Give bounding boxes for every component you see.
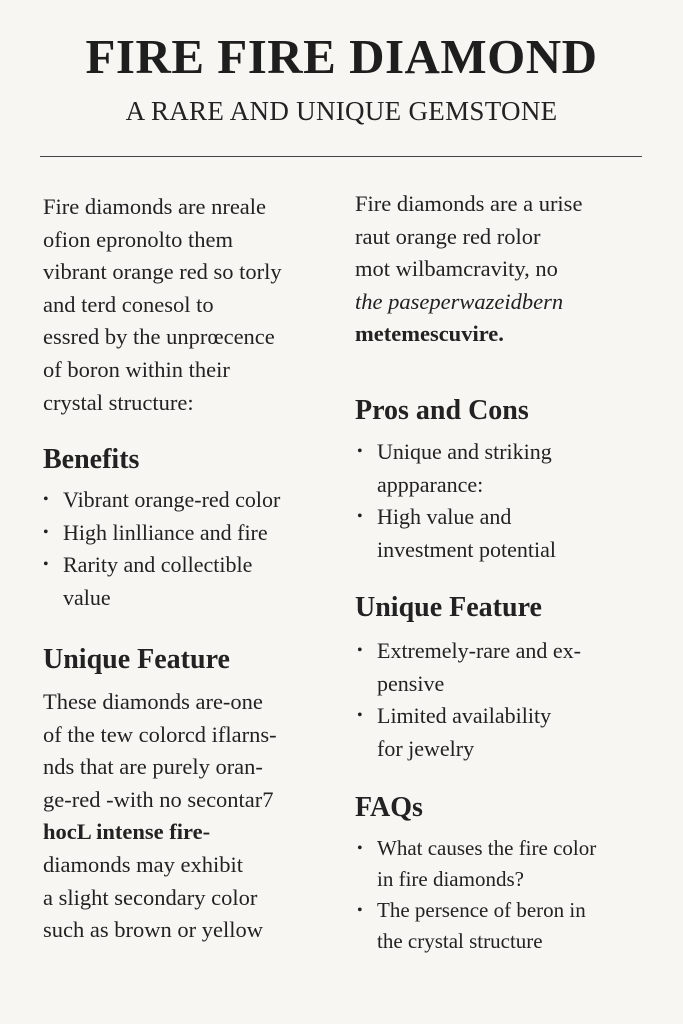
list-item: • What causes the fire color (357, 833, 596, 864)
text-line: vibrant orange red so torly (43, 259, 282, 285)
text-line: essred by the unprœcence (43, 324, 275, 350)
text-line: a slight secondary color (43, 884, 258, 910)
list-item: • Unique and striking (357, 436, 556, 469)
intro-paragraph-right (355, 188, 582, 351)
benefits-list (43, 484, 280, 614)
pros-cons-heading: Pros and Cons (355, 395, 529, 426)
page-title: FIRE FIRE DIAMOND (85, 29, 598, 84)
list-item-continuation: investment potential (377, 536, 557, 562)
list-item: • High linlliance and fire (43, 517, 280, 550)
text-line: ge-red -with no secontar7 (43, 786, 274, 812)
text-line: crystal structure: (43, 389, 194, 415)
list-item-continuation: the crystal structure (377, 929, 543, 953)
divider (40, 156, 642, 157)
unique-feature-paragraph (43, 686, 277, 947)
text-line: hocL intense fire- (43, 819, 211, 845)
pros-cons-list (357, 436, 556, 566)
text-line: ofion epronolto them (43, 226, 233, 252)
text-line: metemescuvire. (355, 321, 504, 347)
text-line: of the tew colorcd iflarns- (43, 721, 277, 747)
list-item-continuation: for jewelry (377, 735, 475, 761)
text-line: mot wilbamcravity, no (355, 256, 558, 282)
text-line: Fire diamonds are nreale (43, 194, 267, 219)
list-item-continuation: appparance: (377, 471, 484, 497)
list-item-continuation: pensive (377, 670, 445, 696)
list-item-continuation: in fire diamonds? (377, 867, 524, 891)
list-item: • Rarity and collectible (43, 549, 280, 582)
text-line: These diamonds are-one (43, 689, 263, 714)
unique-feature-list (357, 635, 581, 765)
list-item: • Vibrant orange-red color (43, 484, 280, 517)
list-item: • Limited availability (357, 700, 581, 733)
text-line: such as brown or yellow (43, 917, 263, 943)
text-line: Fire diamonds are a urise (355, 191, 583, 216)
faqs-heading: FAQs (355, 792, 423, 823)
list-item-continuation: value (63, 584, 111, 610)
text-line: and terd conesol to (43, 291, 214, 317)
text-line: nds that are purely oran- (43, 754, 263, 780)
intro-paragraph-left (43, 191, 282, 419)
list-item: • Extremely-rare and ex- (357, 635, 581, 668)
text-line: raut orange red rolor (355, 223, 541, 249)
list-item: • High value and (357, 501, 556, 534)
benefits-heading: Benefits (43, 444, 140, 475)
faqs-list (357, 833, 596, 957)
list-item: • The persence of beron in (357, 895, 596, 926)
unique-feature-heading-left: Unique Feature (43, 644, 230, 675)
text-line: the paseperwazeidbern (355, 288, 564, 314)
text-line: diamonds may exhibit (43, 851, 243, 877)
text-line: of boron within their (43, 356, 230, 382)
page-subtitle: A RARE AND UNIQUE GEMSTONE (125, 96, 558, 126)
unique-feature-heading-right: Unique Feature (355, 592, 542, 623)
